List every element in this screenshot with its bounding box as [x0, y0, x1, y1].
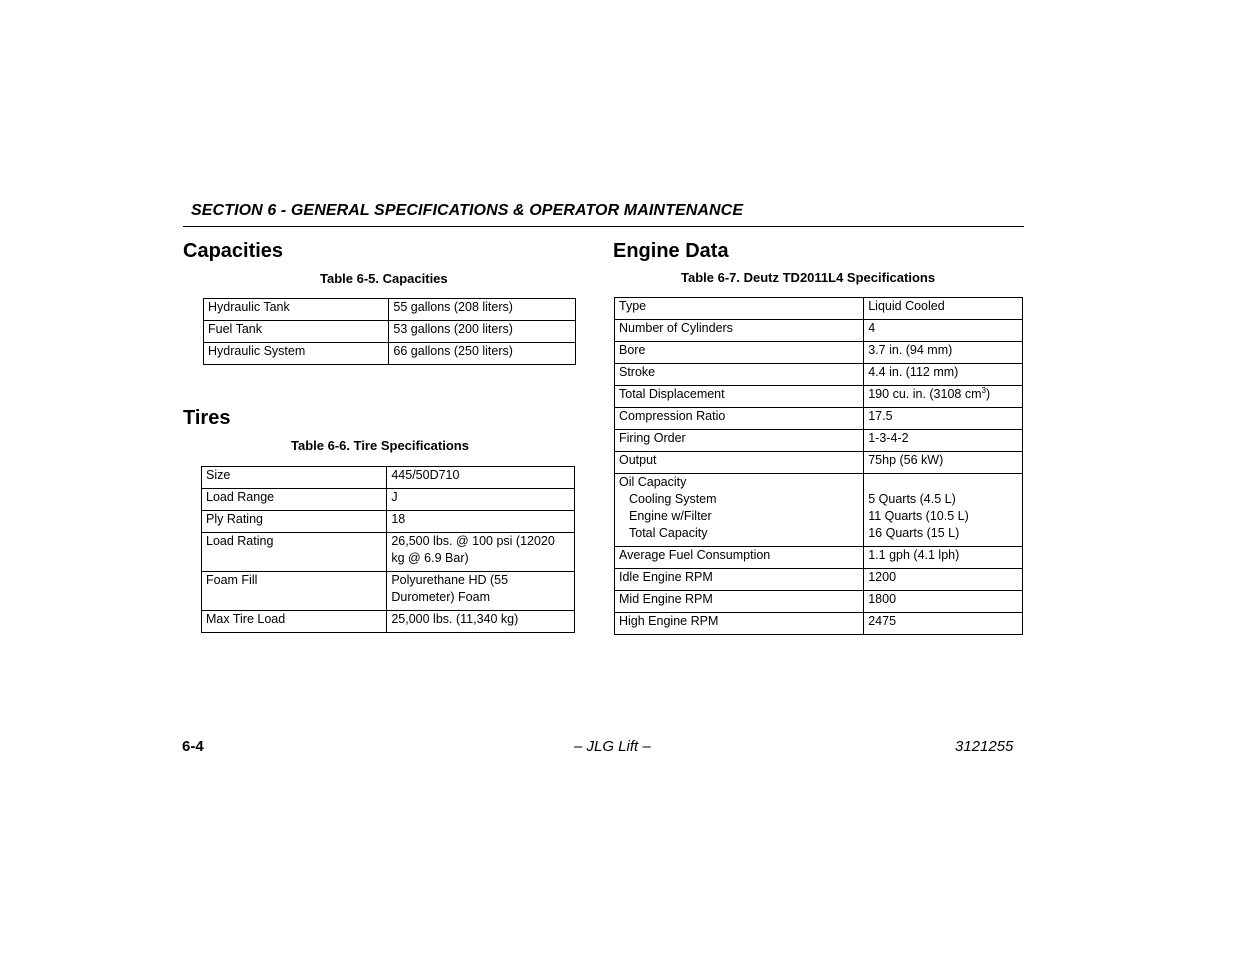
table-cell-label: Fuel Tank	[204, 321, 389, 343]
table-row	[615, 342, 1023, 364]
oil-item-value: 11 Quarts (10.5 L)	[868, 509, 969, 523]
tires-table-caption: Table 6-6. Tire Specifications	[291, 438, 469, 453]
table-cell-label: Bore	[615, 342, 864, 364]
table-cell-label: Hydraulic Tank	[204, 299, 389, 321]
header-rule	[183, 226, 1024, 227]
table-cell-label: Compression Ratio	[615, 408, 864, 430]
table-cell-label: Load Range	[202, 489, 387, 511]
displacement-exponent: 3	[981, 385, 986, 395]
table-cell-value: 445/50D710	[387, 467, 575, 489]
table-cell-value: 4.4 in. (112 mm)	[864, 364, 1023, 386]
table-cell-label: Firing Order	[615, 430, 864, 452]
tires-table	[201, 466, 575, 633]
table-cell-value: Liquid Cooled	[864, 298, 1023, 320]
table-cell-value: 17.5	[864, 408, 1023, 430]
table-cell-label: Number of Cylinders	[615, 320, 864, 342]
table-cell-label: Stroke	[615, 364, 864, 386]
capacities-table-caption: Table 6-5. Capacities	[320, 271, 448, 286]
table-cell-value	[864, 386, 1023, 408]
table-cell-label: Load Rating	[202, 533, 387, 572]
table-row	[615, 408, 1023, 430]
oil-item-value: 5 Quarts (4.5 L)	[868, 492, 956, 506]
table-cell-label	[615, 474, 864, 547]
capacities-heading: Capacities	[183, 240, 284, 262]
table-cell-label: Size	[202, 467, 387, 489]
table-row	[204, 343, 576, 365]
table-row	[615, 569, 1023, 591]
table-row	[204, 299, 576, 321]
table-row	[615, 591, 1023, 613]
table-cell-label: Foam Fill	[202, 572, 387, 611]
table-row	[202, 467, 575, 489]
table-row	[615, 320, 1023, 342]
table-cell-label: Max Tire Load	[202, 611, 387, 633]
oil-item-label: Total Capacity	[629, 526, 708, 540]
table-row	[204, 321, 576, 343]
engine-table-caption: Table 6-7. Deutz TD2011L4 Specifications	[681, 270, 936, 285]
oil-item-value: 16 Quarts (15 L)	[868, 526, 960, 540]
capacities-table	[203, 298, 576, 365]
oil-item-label: Cooling System	[629, 492, 717, 506]
table-cell-value: 1200	[864, 569, 1023, 591]
table-cell-value	[864, 474, 1023, 547]
table-cell-value: 75hp (56 kW)	[864, 452, 1023, 474]
table-cell-value: 18	[387, 511, 575, 533]
table-cell-label: Ply Rating	[202, 511, 387, 533]
table-row	[202, 489, 575, 511]
table-row	[615, 474, 1023, 547]
table-row	[202, 611, 575, 633]
footer-title: – JLG Lift –	[574, 738, 651, 755]
table-row	[202, 511, 575, 533]
tires-heading: Tires	[183, 407, 231, 429]
table-cell-label: Hydraulic System	[204, 343, 389, 365]
table-row	[615, 613, 1023, 635]
table-cell-value: J	[387, 489, 575, 511]
table-cell-label: Total Displacement	[615, 386, 864, 408]
document-number: 3121255	[955, 738, 1014, 755]
table-cell-value: 1.1 gph (4.1 lph)	[864, 547, 1023, 569]
table-row	[202, 533, 575, 572]
table-cell-value: 2475	[864, 613, 1023, 635]
table-cell-value: 26,500 lbs. @ 100 psi (12020 kg @ 6.9 Bar)	[387, 533, 575, 572]
table-cell-value: 1800	[864, 591, 1023, 613]
section-header: SECTION 6 - GENERAL SPECIFICATIONS & OPERATOR MAINTENANCE	[191, 202, 744, 219]
table-cell-value: 4	[864, 320, 1023, 342]
oil-item-label: Engine w/Filter	[629, 509, 712, 523]
displacement-value: 190 cu. in. (3108 cm	[868, 387, 982, 401]
table-row	[615, 386, 1023, 408]
table-row	[615, 547, 1023, 569]
table-row	[615, 452, 1023, 474]
displacement-suffix: )	[985, 387, 991, 401]
table-cell-value: 55 gallons (208 liters)	[389, 299, 576, 321]
table-row	[202, 572, 575, 611]
table-cell-label: Output	[615, 452, 864, 474]
table-row	[615, 364, 1023, 386]
table-cell-label: Mid Engine RPM	[615, 591, 864, 613]
table-cell-label: High Engine RPM	[615, 613, 864, 635]
table-cell-label: Type	[615, 298, 864, 320]
table-row	[615, 298, 1023, 320]
table-row	[615, 430, 1023, 452]
page-number: 6-4	[182, 738, 204, 755]
table-cell-value: 3.7 in. (94 mm)	[864, 342, 1023, 364]
engine-table	[614, 297, 1023, 635]
table-cell-value: 1-3-4-2	[864, 430, 1023, 452]
table-cell-label: Average Fuel Consumption	[615, 547, 864, 569]
table-cell-label: Idle Engine RPM	[615, 569, 864, 591]
engine-data-heading: Engine Data	[613, 240, 729, 262]
table-cell-value: 66 gallons (250 liters)	[389, 343, 576, 365]
oil-capacity-label: Oil Capacity	[619, 475, 687, 489]
table-cell-value: 25,000 lbs. (11,340 kg)	[387, 611, 575, 633]
table-cell-value: Polyurethane HD (55 Durometer) Foam	[387, 572, 575, 611]
table-cell-value: 53 gallons (200 liters)	[389, 321, 576, 343]
